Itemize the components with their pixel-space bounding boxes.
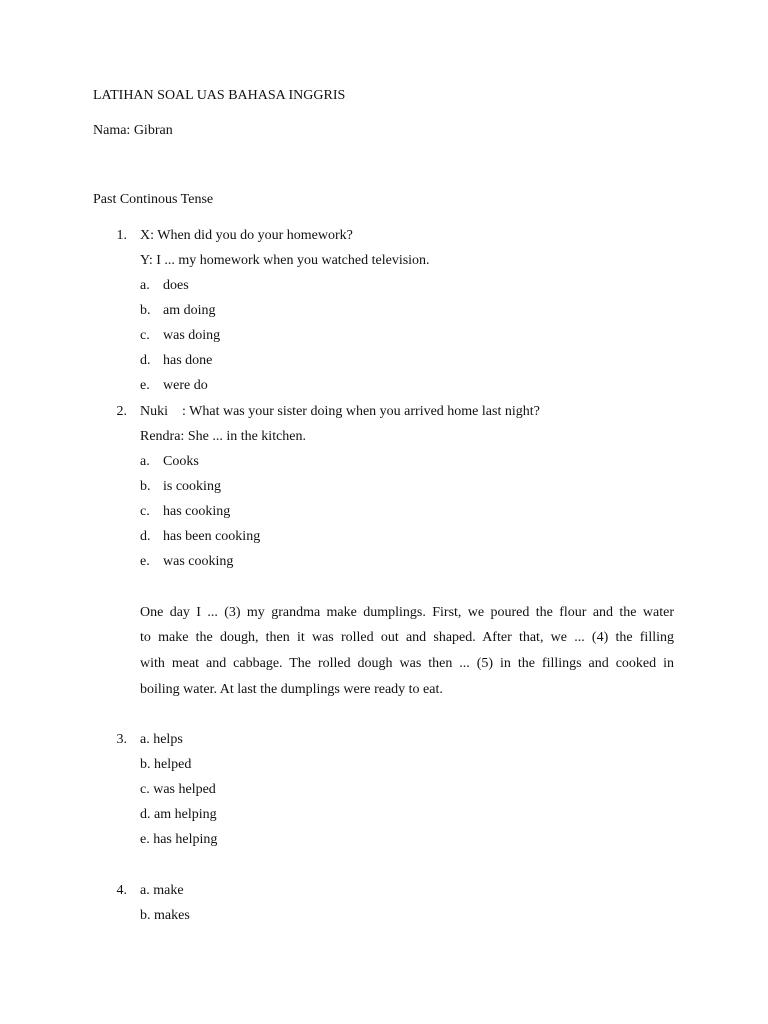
option-text: was cooking [163,554,234,569]
paragraph-line: with meat and cabbage. The rolled dough was then ... (5) in the fillings and cooked in [140,656,674,671]
question-prompt: Y: I ... my homework when you watched television. [140,253,430,268]
option-letter: a. [140,454,150,469]
option-letter: a. [140,278,150,293]
option-text: b. makes [140,908,190,923]
question-prompt: Rendra: She ... in the kitchen. [140,429,307,444]
question-prompt: X: When did you do your homework? [140,228,353,243]
option-letter: e. [140,554,150,569]
option-text: has done [163,353,213,368]
option-text: am doing [163,303,216,318]
option-text: a. make [140,883,184,898]
option-text: d. am helping [140,807,217,822]
document-title: LATIHAN SOAL UAS BAHASA INGGRIS [93,88,346,103]
question-number: 4. [116,883,127,898]
option-letter: c. [140,504,150,519]
option-text: is cooking [163,479,221,494]
paragraph-line: to make the dough, then it was rolled out and shaped. After that, we ... (4) the filling [140,630,674,645]
option-letter: b. [140,303,151,318]
section-title: Past Continous Tense [93,192,214,207]
paragraph-line: One day I ... (3) my grandma make dumplings. First, we poured the flour and the water [140,605,674,620]
option-text: e. has helping [140,832,218,847]
option-letter: d. [140,353,151,368]
option-text: does [163,278,189,293]
option-text: was doing [163,328,221,343]
student-name: Nama: Gibran [93,123,173,138]
option-text: Cooks [163,454,199,469]
option-text: c. was helped [140,782,216,797]
option-letter: e. [140,378,150,393]
option-letter: d. [140,529,151,544]
question-number: 1. [116,228,127,243]
question-number: 3. [116,732,127,747]
question-number: 2. [116,404,127,419]
paragraph-line: boiling water. At last the dumplings were ready to eat. [140,682,443,697]
option-text: a. helps [140,732,183,747]
option-letter: c. [140,328,150,343]
question-prompt: Nuki : What was your sister doing when you arrived home last night? [140,404,540,419]
option-text: were do [163,378,208,393]
option-text: has cooking [163,504,231,519]
option-text: b. helped [140,757,192,772]
option-letter: b. [140,479,151,494]
option-text: has been cooking [163,529,261,544]
